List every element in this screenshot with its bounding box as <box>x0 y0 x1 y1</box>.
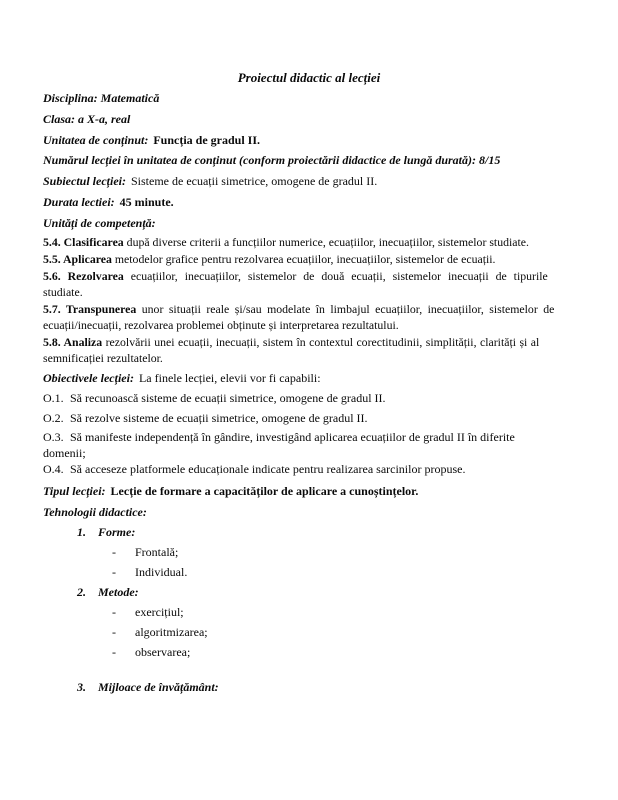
objective-item-o4 <box>43 461 575 477</box>
subiectul-value: Sisteme de ecuații simetrice, omogene de gradul II. <box>128 174 378 189</box>
competency-text: metodelor grafice pentru rezolvarea ecuațiilor, inecuațiilor, sistemelor de ecuații. <box>111 251 496 266</box>
competency-text: după diverse criterii a funcțiilor numerice, ecuațiilor, inecuațiilor, sistemelor studiate. <box>123 234 529 249</box>
list-label: Metode: <box>98 585 139 600</box>
competency-text-line2: semnificației rezultatelor. <box>43 351 163 366</box>
tehnologii-heading: Tehnologii didactice: <box>43 505 147 520</box>
competency-head: 5.4. Clasificarea <box>43 234 124 249</box>
subiectul-label: Subiectul lecției: <box>43 174 126 189</box>
competency-head: 5.7. Transpunerea <box>43 302 137 317</box>
line-subiectul <box>43 171 575 192</box>
line-durata <box>43 192 575 213</box>
competency-text: unor situații reale și/sau modelate în limbajul ecuațiilor, inecuațiilor, sistemelor de <box>136 302 555 317</box>
objective-number: O.4. <box>43 462 64 477</box>
competency-text-line2: ecuații/inecuații, rezolvarea problemei obținute și interpretarea rezultatului. <box>43 318 399 333</box>
objective-item-o1 <box>43 390 575 406</box>
line-unitatea <box>43 130 575 151</box>
dash-bullet: - <box>112 605 116 620</box>
competency-text: ecuațiilor, inecuațiilor, sistemelor de două ecuații, sistemelor inecuații de tipurile <box>123 269 548 284</box>
competency-head: 5.5. Aplicarea <box>43 251 112 266</box>
durata-value: 45 minute. <box>116 194 174 209</box>
dash-item-frontala <box>112 542 575 562</box>
competency-item-5-8 <box>43 335 575 367</box>
list-label: Mijloace de învățământ: <box>98 680 219 695</box>
objective-number: O.3. <box>43 430 64 445</box>
objective-text: Să acceseze platformele educaționale indicate pentru realizarea sarcinilor propuse. <box>70 462 466 477</box>
objective-text: Să recunoască sisteme de ecuații simetrice, omogene de gradul II. <box>70 391 386 406</box>
line-tipul-lectiei <box>43 481 575 501</box>
list-number: 1. <box>77 525 86 540</box>
competency-item-5-5 <box>43 252 575 268</box>
dash-item-text: algoritmizarea; <box>135 625 208 640</box>
competency-item-5-4 <box>43 235 575 251</box>
competency-head: 5.6. Rezolvarea <box>43 269 124 284</box>
numbered-item-metode <box>77 582 575 602</box>
dash-item-text: Frontală; <box>135 545 179 560</box>
dash-bullet: - <box>112 565 116 580</box>
page-title: Proiectul didactic al lecției <box>237 70 381 85</box>
competency-text-line2: studiate. <box>43 284 83 299</box>
competency-item-5-7 <box>43 302 575 334</box>
list-label: Forme: <box>98 525 136 540</box>
numbered-item-mijloace <box>77 677 575 697</box>
objectives-intro <box>43 369 575 387</box>
line-disciplina: Disciplina: Matematică <box>43 91 160 105</box>
durata-label: Durata lectiei: <box>43 194 115 209</box>
objective-number: O.2. <box>43 410 64 425</box>
numbered-item-forme <box>77 522 575 542</box>
objective-text: Să rezolve sisteme de ecuații simetrice, omogene de gradul II. <box>70 410 368 425</box>
dash-item-text: Individual. <box>135 565 188 580</box>
dash-item-text: observarea; <box>135 645 191 660</box>
unitatea-value: Funcția de gradul II. <box>150 132 261 147</box>
dash-item-text: exercițiul; <box>135 605 184 620</box>
list-number: 3. <box>77 680 86 695</box>
objectives-intro-label: Obiectivele lecției: <box>43 370 134 385</box>
objective-text-line2: domenii; <box>43 446 86 461</box>
dash-item-observarea <box>112 642 575 662</box>
line-unitati-competenta: Unități de competență: <box>43 215 156 230</box>
competencies-block <box>43 235 575 367</box>
dash-bullet: - <box>112 645 116 660</box>
list-number: 2. <box>77 585 86 600</box>
objective-item-o3 <box>43 429 575 461</box>
dash-item-algoritmizarea <box>112 622 575 642</box>
objective-text: Să manifeste independență în gândire, investigând aplicarea ecuațiilor de gradul II în diferite <box>70 430 515 445</box>
competency-text: rezolvării unei ecuații, inecuații, sistem în contextul corectitudinii, simplității, clarități și al <box>102 335 540 350</box>
dash-bullet: - <box>112 545 116 560</box>
dash-bullet: - <box>112 625 116 640</box>
tipul-value: Lecție de formare a capacităților de aplicare a cunoștințelor. <box>107 484 419 499</box>
dash-item-individual <box>112 562 575 582</box>
dash-item-exercitiul <box>112 602 575 622</box>
objectives-intro-text: La finele lecției, elevii vor fi capabili: <box>135 370 321 385</box>
unitatea-label: Unitatea de conținut: <box>43 132 149 147</box>
competency-item-5-6 <box>43 269 575 301</box>
tipul-label: Tipul lecției: <box>43 484 106 499</box>
competency-head: 5.8. Analiza <box>43 335 103 350</box>
objective-item-o2 <box>43 410 575 426</box>
line-clasa: Clasa: a X-a, real <box>43 111 131 126</box>
objective-number: O.1. <box>43 391 64 406</box>
line-numarul: Numărul lecției în unitatea de conținut (conform proiectării didactice de lungă durată): 8/15 <box>43 153 501 168</box>
